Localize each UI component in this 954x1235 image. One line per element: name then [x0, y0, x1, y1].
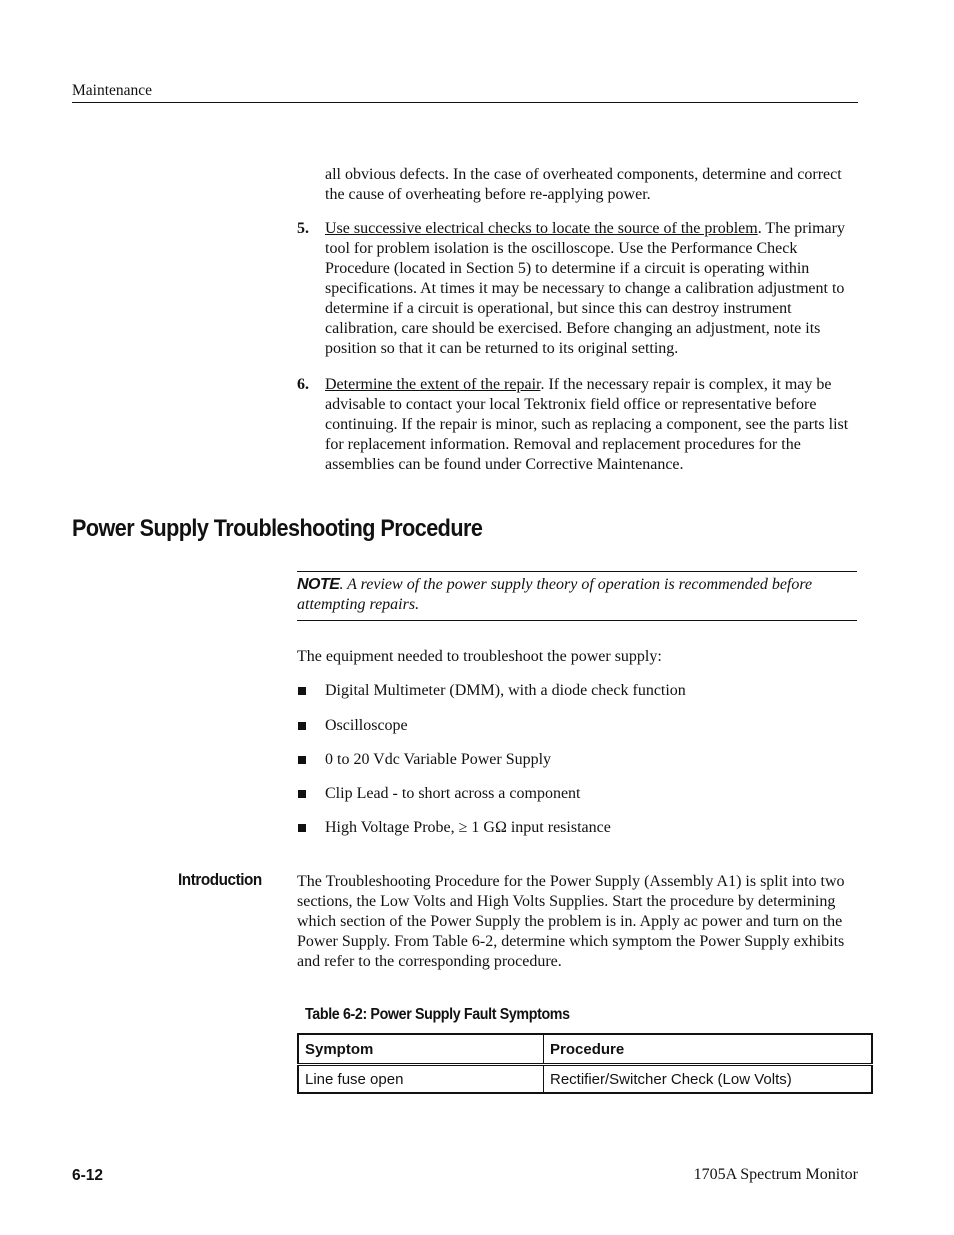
running-head: Maintenance	[72, 82, 153, 99]
table-row	[298, 1065, 872, 1094]
table-header-row	[298, 1034, 872, 1065]
note-top-rule	[297, 571, 857, 572]
table-cell: Rectifier/Switcher Check (Low Volts)	[544, 1065, 873, 1094]
step-6-number: 6.	[297, 376, 309, 393]
equipment-item: Clip Lead - to short across a component	[325, 785, 581, 802]
table-header-cell: Procedure	[544, 1034, 873, 1065]
intro-continuation-paragraph: all obvious defects. In the case of overheated components, determine and correct the cause of overheating before re-applying power.	[325, 166, 842, 203]
bullet-icon	[298, 687, 306, 695]
equipment-intro: The equipment needed to troubleshoot the power supply:	[297, 648, 662, 665]
page-number: 6-12	[72, 1167, 104, 1184]
step-5-text: . The primary tool for problem isolation is the oscilloscope. Use the Performance Check Procedure (located in Section 5) to determine if a circuit is operating within specifications. At times it may be necessary to change a calibration adjustment to determine if a circuit is operational, but since this can destroy instrument calibration, care should be exercised. Before changing an adjustment, note its position so that it can be returned to its original setting.	[325, 220, 845, 357]
step-5-lead: Use successive electrical checks to locate the source of the problem	[325, 220, 758, 237]
bullet-icon	[298, 722, 306, 730]
equipment-item: Digital Multimeter (DMM), with a diode check function	[325, 682, 686, 699]
step-6-paragraph	[325, 375, 857, 475]
step-5-paragraph	[325, 219, 857, 359]
equipment-item: High Voltage Probe, ≥ 1 GΩ input resistance	[325, 819, 611, 836]
header-rule	[72, 102, 858, 103]
note	[297, 575, 857, 615]
product-name: 1705A Spectrum Monitor	[693, 1166, 858, 1183]
bullet-icon	[298, 756, 306, 764]
table-cell: Line fuse open	[298, 1065, 544, 1094]
note-bottom-rule	[297, 620, 857, 621]
step-6-text: . If the necessary repair is complex, it may be advisable to contact your local Tektronix field office or representative before continuing. If the repair is minor, such as replacing a component, see the parts list for replacement information. Removal and replacement procedures for the assemblies can be found under Corrective Maintenance.	[325, 376, 849, 473]
section-title: Power Supply Troubleshooting Procedure	[72, 515, 483, 542]
bullet-icon	[298, 790, 306, 798]
equipment-item: Oscilloscope	[325, 717, 408, 734]
equipment-item: 0 to 20 Vdc Variable Power Supply	[325, 751, 552, 768]
fault-symptoms-table	[297, 1033, 873, 1094]
table-title: Table 6-2: Power Supply Fault Symptoms	[305, 1006, 570, 1023]
introduction-paragraph: The Troubleshooting Procedure for the Power Supply (Assembly A1) is split into two sections, the Low Volts and High Volts Supplies. Start the procedure by determining which section of the Power Supply the problem is in. Apply ac power and turn on the Power Supply. From Table 6-2, determine which symptom the Power Supply exhibits and refer to the corresponding procedure.	[297, 873, 845, 970]
table-header-cell: Symptom	[298, 1034, 544, 1065]
step-6-lead: Determine the extent of the repair	[325, 376, 541, 393]
step-5-number: 5.	[297, 220, 309, 237]
note-text: . A review of the power supply theory of operation is recommended before attempting repairs.	[297, 576, 813, 613]
note-label: NOTE	[297, 576, 340, 593]
bullet-icon	[298, 824, 306, 832]
introduction-heading: Introduction	[178, 870, 262, 889]
